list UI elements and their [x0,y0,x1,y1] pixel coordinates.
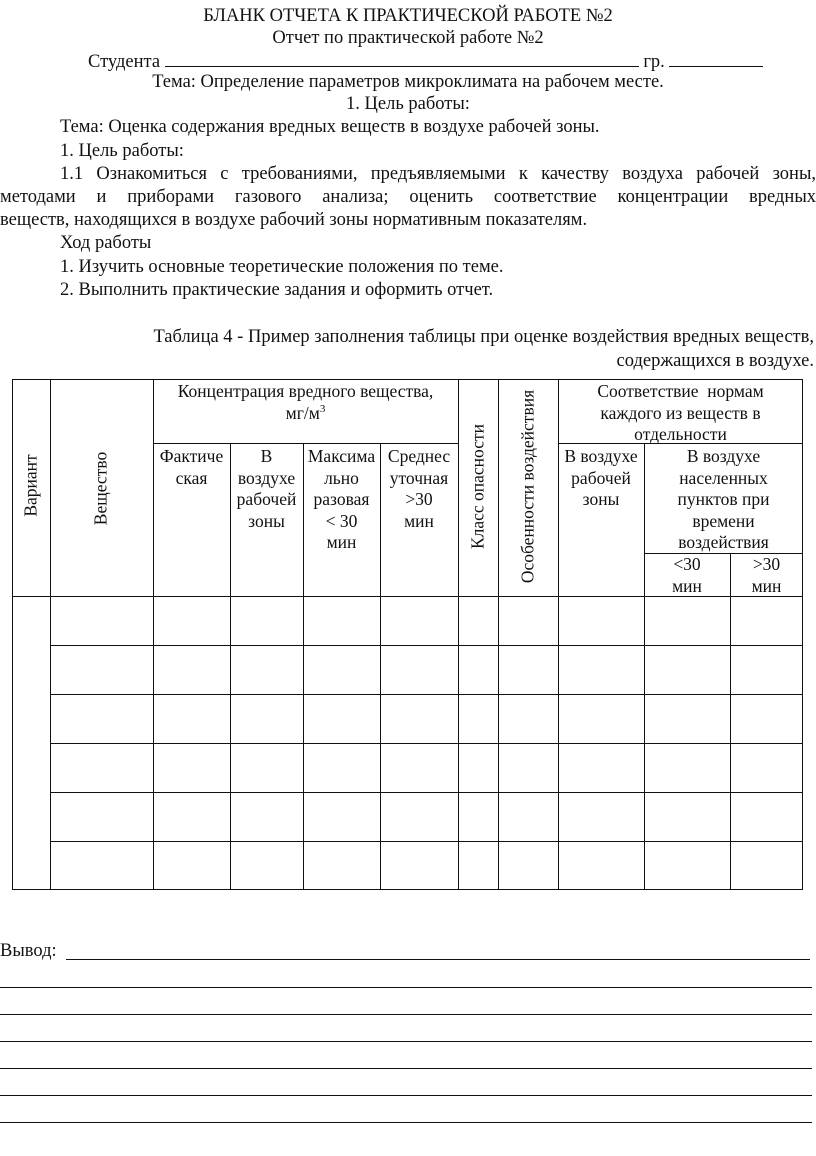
header-hazard-class: Класс опасности [467,423,488,550]
header-time-gt-l1: >30 [752,554,781,574]
header-time-gt-l2: мин [751,575,782,596]
unit-superscript: 3 [319,402,326,415]
header-cs-l2: населенных [679,467,768,488]
topic-microclimate: Тема: Определение параметров микроклимата на рабочем месте. [152,72,664,92]
header-concentration-l1: Концентрация вредного вещества, [177,381,434,401]
row-divider [50,743,803,744]
progress-heading: Ход работы [60,233,152,253]
header-daily-average-l2: уточная [389,467,449,488]
header-daily-average-l3: >30 [405,489,433,509]
topic-harmful-substances: Тема: Оценка содержания вредных веществ в воздухе рабочей зоны. [60,117,600,137]
header-actual [153,446,230,489]
header-work-zone-air-l1: В [260,446,273,466]
group-label: гр. [643,52,665,72]
table-caption-line-1: Таблица 4 - Пример заполнения таблицы при оценке воздействия вредных веществ, [153,327,814,347]
goal-heading-2: 1. Цель работы: [60,141,184,161]
conclusion-label: Вывод: [0,941,57,961]
conclusion-line[interactable] [0,1068,812,1069]
unit-text: мг/м [285,402,320,423]
conclusion-line[interactable] [66,959,810,960]
row-divider [153,443,458,444]
conclusion-line[interactable] [0,987,812,988]
row-divider [50,645,803,646]
header-work-zone-air [230,446,303,532]
header-cs-l5: воздействия [678,532,769,552]
header-daily-average [380,446,458,532]
header-cs-l3: пунктов при [677,489,770,509]
header-time-lt-30 [644,554,730,597]
student-field-row [88,50,763,73]
header-compliance-l1: Соответствие нормам [597,381,764,401]
header-cs-l4: времени [692,510,755,531]
header-cs-l1: В воздухе [686,446,761,466]
header-compliance [558,381,803,446]
header-concentration-l2 [153,403,458,425]
header-max-single-l5: мин [326,532,357,552]
header-work-zone-air-l4: зоны [248,510,285,531]
header-max-single [303,446,380,554]
col-divider [730,553,731,890]
header-actual-l2: ская [175,467,208,488]
header-concentration [153,381,458,424]
header-actual-l1: Фактиче [159,446,224,466]
table-caption-line-2: содержащихся в воздухе. [616,351,814,371]
header-compliance-settlements [644,446,803,554]
header-compliance-l2: каждого из веществ в [600,402,761,423]
header-compliance-work-zone [558,446,644,511]
header-variant: Вариант [20,454,41,517]
conclusion-line[interactable] [0,1014,812,1015]
header-max-single-l1: Максима [307,446,376,466]
header-work-zone-air-l2: воздухе [237,467,296,488]
col-divider [458,379,459,890]
goal-text-line-3: веществ, находящихся в воздухе рабочий зоны нормативным показателям. [0,210,588,230]
conclusion-line[interactable] [0,1041,812,1042]
header-cwz-l2: рабочей [571,467,631,488]
step-2: 2. Выполнить практические задания и оформить отчет. [60,280,494,300]
goal-heading-1: 1. Цель работы: [346,94,470,114]
conclusion-line[interactable] [0,1122,812,1123]
row-divider [50,792,803,793]
header-work-zone-air-l3: рабочей [236,489,297,509]
header-time-gt-30 [730,554,803,597]
group-blank[interactable] [669,50,763,67]
student-name-blank[interactable] [165,50,639,67]
col-divider [50,379,51,890]
header-daily-average-l1: Среднес [387,446,451,466]
form-title: БЛАНК ОТЧЕТА К ПРАКТИЧЕСКОЙ РАБОТЕ №2 [203,6,613,26]
header-max-single-l2: льно [324,467,359,488]
row-divider [50,694,803,695]
header-features: Особенности воздействия [517,389,538,584]
goal-text-line-2: методами и приборами газового анализа; оценить соответствие концентрации вредных [0,187,816,207]
header-cwz-l3: зоны [582,489,620,509]
goal-text-line-1: 1.1 Ознакомиться с требованиями, предъявляемыми к качеству воздуха рабочей зоны, [60,164,816,184]
student-label: Студента [88,52,161,72]
header-cwz-l1: В воздухе [564,446,638,466]
header-time-lt-l1: <30 [673,554,701,574]
header-daily-average-l4: мин [404,510,434,531]
header-substance: Вещество [90,451,111,526]
report-subtitle: Отчет по практической работе №2 [272,28,544,48]
header-time-lt-l2: мин [672,575,702,596]
conclusion-line[interactable] [0,1095,812,1096]
header-max-single-l4: < 30 [325,510,358,531]
header-max-single-l3: разовая [313,489,370,509]
col-divider [498,379,499,890]
step-1: 1. Изучить основные теоретические положения по теме. [60,257,504,277]
row-divider [50,841,803,842]
header-compliance-l3: отдельности [634,424,727,444]
